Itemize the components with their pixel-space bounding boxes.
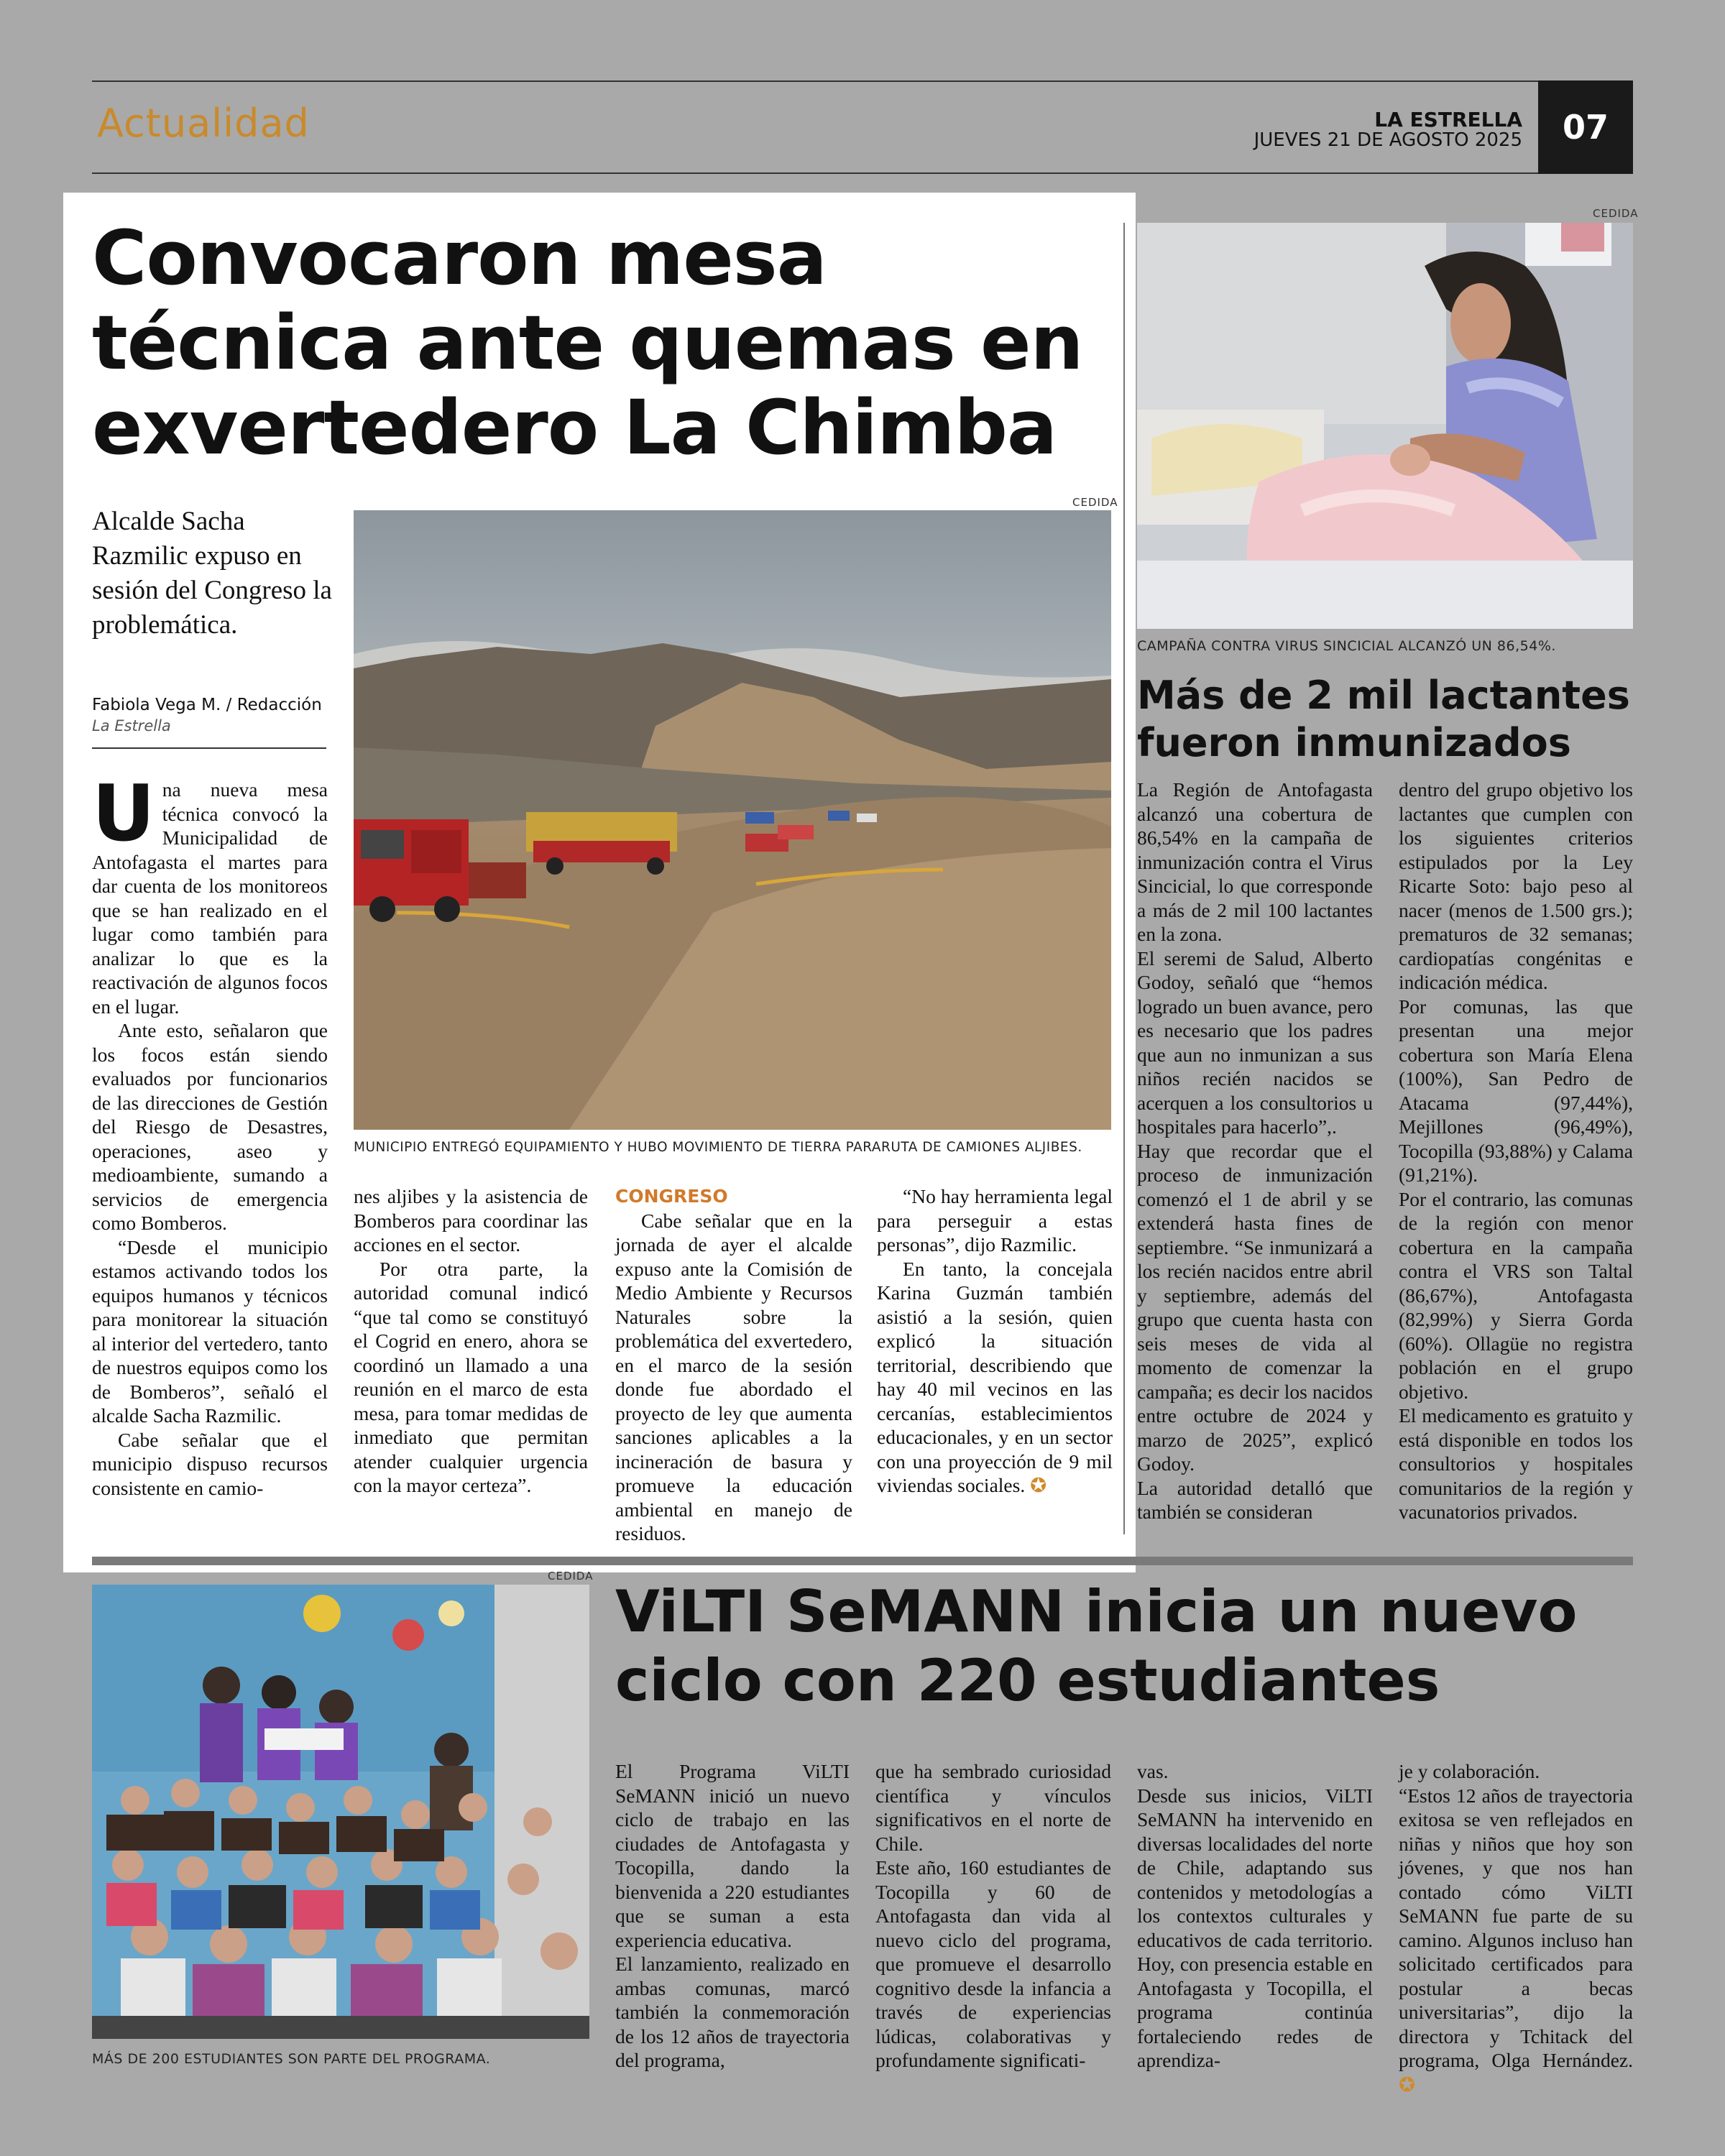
- main-col1-para1: na nueva mesa técnica convocó la Municipalidad de Antofagasta el martes para dar cuenta de los monitoreos que se han realizado en el lugar como también para analizar lo que es la reactivación de algunos focos en el lugar.: [92, 778, 328, 1018]
- lactantes-col2-para4: El medicamento es gratuito y está disponible en todos los consultorios y hospitales comunitarios de la región y vacunatorios privados.: [1399, 1404, 1633, 1523]
- vilti-col3-para1: vas.: [1137, 1760, 1169, 1782]
- lactantes-col2-para3: Por el contrario, las comunas de la región con menor cobertura en la campaña contra el VRS son Taltal (86,67%), Antofagasta (82,99%) y Sierra Gorda (60%). Ollagüe no registra población en el grupo objetivo.: [1399, 1187, 1633, 1403]
- section-label: Actualidad: [97, 101, 310, 146]
- lactantes-col2-para1: dentro del grupo objetivo los lactantes que cumplen con los siguientes criterios estipulados por la Ley Ricarte Soto: bajo peso al nacer (menos de 1.500 grs.); prematuros de 32 semanas; cardiopatías congénitas e indicación médica.: [1399, 778, 1633, 993]
- lactantes-col1-para4: La autoridad detalló que también se consideran: [1137, 1476, 1373, 1523]
- section-separator: [92, 1557, 1633, 1565]
- main-col1-para3: “Desde el municipio estamos activando todos los equipos humanos y técnicos para monitorear la situación al interior del vertedero, tanto de nuestros equipos como los de Bomberos”, señaló el alcalde Sacha Razmilic.: [92, 1235, 328, 1427]
- vilti-column-3: [1137, 1759, 1373, 2073]
- lactantes-col1-para3: Hay que recordar que el proceso de inmunización comenzó el 1 de abril y se extenderá hasta fines de septiembre. “Se inmunizará a los recién nacidos entre abril y septiembre, además del grupo que cuenta hasta con seis meses de vida al momento de comenzar la campaña; es decir los nacidos entre octubre de 2024 y marzo de 2025”, explicó Godoy.: [1137, 1139, 1373, 1475]
- vilti-col4-para2: “Estos 12 años de trayectoria exitosa se ven reflejados en niñas y niños que hoy son jóvenes, y que nos han contado cómo ViLTI SeMANN fue parte de su camino. Algunos incluso han solicitado certificados para postular a becas universitarias”, dijo la directora y Tchitack del programa, Olga Hernández.: [1399, 1784, 1633, 2071]
- students-photo-caption: MÁS DE 200 ESTUDIANTES SON PARTE DEL PROGRAMA.: [92, 2051, 491, 2067]
- main-col2-para1: nes aljibes y la asistencia de Bomberos para coordinar las acciones en el sector.: [354, 1185, 588, 1256]
- lactantes-column-2: [1399, 778, 1633, 1524]
- vilti-col3-para2: Desde sus inicios, ViLTI SeMANN ha intervenido en diversas localidades del norte de Chile, adaptando sus contenidos y metodologías a los contextos culturales y educativos de cada territorio. Hoy, con presencia estable en Antofagasta y Tocopilla, el programa continúa fortaleciendo redes de aprendiza-: [1137, 1784, 1373, 2071]
- publication-date: JUEVES 21 DE AGOSTO 2025: [1254, 129, 1522, 151]
- baby-photo-caption: CAMPAÑA CONTRA VIRUS SINCICIAL ALCANZÓ UN 86,54%.: [1137, 638, 1556, 654]
- vilti-col4-para1: je y colaboración.: [1399, 1760, 1540, 1782]
- page-number: 07: [1538, 80, 1633, 174]
- main-col1-para2: Ante esto, señalaron que los focos están siendo evaluados por funcionarios de las direcciones de Gestión del Riesgo de Desastres, operaciones, aseo y medioambiente, sumando a servicios de emergencia como Bomberos.: [92, 1019, 328, 1234]
- main-col3-para1: Cabe señalar que en la jornada de ayer el alcalde expuso ante la Comisión de Medio Ambiente y Recursos Naturales sobre la problemática del exvertedero, en el marco de la sesión donde fue abordado el proyecto de ley que aumenta sanciones aplicables a la incineración de basura y promueve la educación ambiental en manejo de residuos.: [615, 1209, 852, 1544]
- main-article-column-2: [354, 1184, 588, 1498]
- dropcap: U: [92, 769, 155, 859]
- main-article-column-3: [615, 1184, 852, 1546]
- vilti-column-4: [1399, 1759, 1633, 2097]
- lactantes-column-1: [1137, 778, 1373, 1524]
- column-divider: [1123, 223, 1125, 1534]
- congreso-subhead: CONGRESO: [615, 1186, 728, 1207]
- vilti-end-mark-icon: ✪: [1399, 2073, 1416, 2096]
- vilti-col2-para1: que ha sembrado curiosidad científica y vínculos significativos en el norte de Chile.: [875, 1760, 1111, 1855]
- lactantes-col2-para2: Por comunas, las que presentan una mejor cobertura son María Elena (100%), San Pedro de Atacama (97,44%), Mejillones (96,49%), Tocopilla (93,88%) y Calama (91,21%).: [1399, 995, 1633, 1186]
- vilti-column-2: [875, 1759, 1111, 2073]
- vilti-col2-para2: Este año, 160 estudiantes de Tocopilla y 60 de Antofagasta dan vida al nuevo ciclo del programa, que promueve el desarrollo cognitivo desde la infancia a través de experiencias lúdicas, colaborativas y profundamente significati-: [875, 1856, 1111, 2071]
- end-mark-icon: ✪: [1030, 1474, 1047, 1497]
- students-photo: [92, 1585, 589, 2039]
- main-deck: Alcalde Sacha Razmilic expuso en sesión del Congreso la problemática.: [92, 507, 332, 640]
- main-photo-credit: CEDIDA: [1072, 496, 1118, 509]
- vilti-col1-para2: El lanzamiento, realizado en ambas comunas, marcó también la conmemoración de los 12 años de trayectoria del programa,: [615, 1953, 850, 2071]
- header-bottom-rule: [92, 172, 1538, 174]
- main-col4-para1: “No hay herramienta legal para perseguir a estas personas”, dijo Razmilic.: [877, 1185, 1113, 1256]
- publication-name: LA ESTRELLA: [1374, 108, 1522, 132]
- vilti-headline: ViLTI SeMANN inicia un nuevo ciclo con 220 estudiantes: [615, 1578, 1578, 1714]
- lactantes-col1-para2: El seremi de Salud, Alberto Godoy, señaló que “hemos logrado un buen avance, pero es necesario que los padres que aun no inmunizan a sus niños recién nacidos se acerquen a los consultorios u hospitales para hacerlo”,.: [1137, 946, 1373, 1138]
- main-col1-para4: Cabe señalar que el municipio dispuso recursos consistente en camio-: [92, 1428, 328, 1499]
- students-photo-credit: CEDIDA: [548, 1570, 594, 1583]
- main-col4-para2: En tanto, la concejala Karina Guzmán también asistió a la sesión, quien explicó la situación territorial, describiendo que hay 40 mil vecinos en las cercanías, establecimientos educacionales, y en un sector con una proyección de 9 mil viviendas sociales.: [877, 1257, 1113, 1496]
- byline: Fabiola Vega M. / Redacción: [92, 696, 322, 714]
- main-article-column-4: [877, 1184, 1113, 1498]
- main-article-column-1: [92, 769, 328, 1500]
- deck-rule: [92, 747, 326, 749]
- byline-source: La Estrella: [92, 717, 171, 734]
- lactantes-col1-para1: La Región de Antofagasta alcanzó una cobertura de 86,54% en la campaña de inmunización contra el Virus Sincicial, lo que corresponde a más de 2 mil 100 lactantes en la zona.: [1137, 778, 1373, 945]
- main-photo-caption: MUNICIPIO ENTREGÓ EQUIPAMIENTO Y HUBO MOVIMIENTO DE TIERRA PARARUTA DE CAMIONES ALJIBES.: [354, 1140, 1082, 1155]
- top-rule: [92, 80, 1538, 82]
- main-col2-para2: Por otra parte, la autoridad comunal indicó “que tal como se constituyó el Cogrid en enero, ahora se coordinó un llamado a una reunión en el marco de esta mesa, para tomar medidas de inmediato que permitan atender cualquier urgencia con la mayor certeza”.: [354, 1257, 588, 1496]
- vilti-column-1: [615, 1759, 850, 2073]
- lactantes-headline: Más de 2 mil lactantes fueron inmunizados: [1137, 673, 1630, 765]
- landfill-photo: [354, 510, 1111, 1130]
- vilti-col1-para1: El Programa ViLTI SeMANN inició un nuevo ciclo de trabajo en las ciudades de Antofagasta y Tocopilla, dando la bienvenida a 220 estudiantes que se suman a esta experiencia educativa.: [615, 1760, 850, 1951]
- mother-baby-photo: [1137, 223, 1633, 629]
- baby-photo-credit: CEDIDA: [1593, 207, 1639, 220]
- main-headline: Convocaron mesa técnica ante quemas en exvertedero La Chimba: [92, 214, 1083, 471]
